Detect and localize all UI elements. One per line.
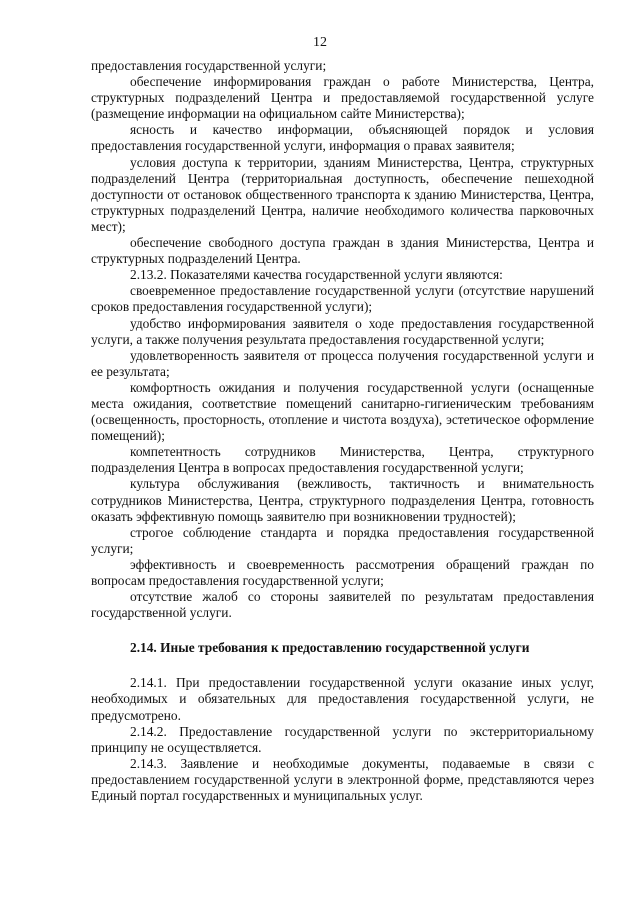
paragraph-convenience: удобство информирования заявителя о ходе предоставления государственной услуги, а также получения результата предоставления государственной услуги; [91, 315, 594, 347]
document-body [91, 58, 594, 804]
section-heading: 2.14. Иные требования к предоставлению государственной услуги [130, 640, 530, 656]
paragraph-free-access: обеспечение свободного доступа граждан в здания Министерства, Центра и структурных подразделений Центра. [91, 235, 594, 267]
paragraph-2-14-1: 2.14.1. При предоставлении государственной услуги оказание иных услуг, необходимых и обязательных для предоставления государственной услуги, не предусмотрено. [91, 675, 594, 723]
paragraph-2-14-3: 2.14.3. Заявление и необходимые документы, подаваемые в связи с предоставлением государственной услуги в электронной форме, представляются через Единый портал государственных и муниципальных услуг. [91, 755, 594, 804]
paragraph-standard-compliance: строгое соблюдение стандарта и порядка предоставления государственной услуги; [91, 524, 594, 556]
paragraph-satisfaction: удовлетворенность заявителя от процесса получения государственной услуги и ее результата; [91, 347, 594, 379]
page-number: 12 [313, 35, 327, 50]
paragraph-timeliness: своевременное предоставление государственной услуги (отсутствие нарушений сроков предоставления государственной услуги); [91, 283, 594, 315]
paragraph-informing: обеспечение информирования граждан о работе Министерства, Центра, структурных подразделений Центра и предоставляемой государственной услуге (размещение информации на официальном сайте Министерства); [91, 74, 594, 122]
paragraph-no-complaints: отсутствие жалоб со стороны заявителей по результатам предоставления государственной услуги. [91, 589, 594, 621]
paragraph-2-14-2: 2.14.2. Предоставление государственной услуги по экстерриториальному принципу не осуществляется. [91, 723, 594, 755]
paragraph-2-13-2: 2.13.2. Показателями качества государственной услуги являются: [130, 267, 503, 283]
paragraph-service-culture: культура обслуживания (вежливость, тактичность и внимательность сотрудников Министерства, Центра, структурного подразделения Центра, готовность оказать эффективную помощь заявителю при возникновении трудностей); [91, 476, 594, 524]
paragraph-comfort: комфортность ожидания и получения государственной услуги (оснащенные места ожидания, соответствие помещений санитарно-гигиеническим требованиям (освещенность, просторность, отопление и чистота воздуха), эстетическое оформление помещений); [91, 379, 594, 444]
paragraph-continuation: предоставления государственной услуги; [91, 58, 327, 73]
paragraph-efficiency: эффективность и своевременность рассмотрения обращений граждан по вопросам предоставления государственной услуги; [91, 556, 594, 588]
paragraph-clarity: ясность и качество информации, объясняющей порядок и условия предоставления государственной услуги, информация о правах заявителя; [91, 122, 594, 154]
paragraph-competence: компетентность сотрудников Министерства, Центра, структурного подразделения Центра в вопросах предоставления государственной услуги; [91, 444, 594, 476]
paragraph-access-conditions: условия доступа к территории, зданиям Министерства, Центра, структурных подразделений Центра (территориальная доступность, обеспечение пешеходной доступности от остановок общественного транспорта к зданию Министерства, Центра, структурных подразделений Центра, наличие необходимого количества парковочных мест); [91, 154, 594, 234]
